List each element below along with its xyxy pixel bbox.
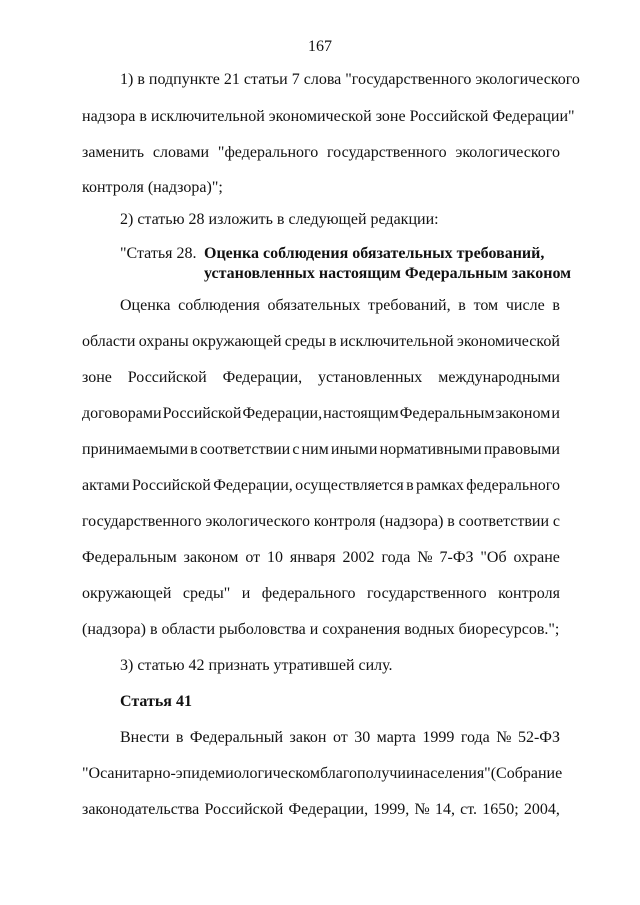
word: в (406, 477, 414, 494)
word: соответствии (458, 513, 549, 530)
word: Федеральным (82, 549, 177, 566)
word: 1999 (422, 729, 455, 746)
word: государственного (327, 144, 447, 161)
word: Российской (127, 369, 207, 386)
word: федерального (261, 585, 356, 602)
word: благополучии (320, 765, 415, 782)
word: Федерации, (288, 801, 369, 818)
word: от (332, 729, 348, 746)
paragraph-1-line-4: контроля (надзора)"; (82, 179, 223, 196)
paragraph-3-line-9 (82, 584, 560, 604)
word: 14, (434, 801, 455, 818)
paragraph-1-line-2: надзора в исключительной экономической зоне Российской Федерации" (82, 108, 575, 125)
word: обязательных (267, 297, 361, 314)
word: № (414, 801, 430, 818)
word: охране (513, 549, 560, 566)
word: соответствии (199, 441, 291, 458)
word: в (328, 333, 337, 350)
word: марта (376, 729, 416, 746)
word: 30 (354, 729, 371, 746)
word: закон (289, 729, 327, 746)
word: № (417, 549, 433, 566)
word: года (460, 729, 490, 746)
word: федерального (466, 477, 560, 494)
word: Российской (131, 477, 211, 494)
word: в (458, 297, 466, 314)
word: 2004, (523, 801, 560, 818)
paragraph-3-line-4 (82, 404, 560, 424)
word: контроля (313, 513, 376, 530)
word: словами (152, 144, 210, 161)
word: законом (495, 405, 551, 422)
word: года (381, 549, 411, 566)
word: среды" (182, 585, 231, 602)
paragraph-3-line-10: (надзора) в области рыболовства и сохранения водных биоресурсов."; (82, 621, 560, 638)
article-28-title-line-2: установленных настоящим Федеральным законом (204, 265, 572, 282)
paragraph-3-line-2 (82, 332, 560, 352)
word: Федерации, (242, 405, 323, 422)
word: исключительной (339, 333, 454, 350)
word: и (241, 585, 251, 602)
word: Федеральным (399, 405, 495, 422)
word: в (190, 441, 198, 458)
word: законодательства (82, 801, 200, 818)
paragraph-3-line-1 (120, 296, 560, 316)
paragraph-1-line-1: 1) в подпункте 21 статьи 7 слова "государственного экологического (120, 71, 580, 88)
word: договорами (82, 405, 162, 422)
paragraph-3-line-5 (82, 440, 560, 460)
word: том (473, 297, 499, 314)
word: числе (505, 297, 545, 314)
paragraph-3-line-8 (82, 548, 560, 568)
article-28-label: "Статья 28. (120, 245, 197, 262)
word: Российской (162, 405, 242, 422)
word: Федерации, (213, 477, 293, 494)
word: экологического (455, 144, 560, 161)
word: 7-ФЗ (439, 549, 474, 566)
word: области (82, 333, 136, 350)
word: Оценка (120, 297, 171, 314)
article-41-heading: Статья 41 (120, 693, 192, 710)
word: экономической (456, 333, 560, 350)
word: установленных (318, 369, 423, 386)
word: "федерального (217, 144, 319, 161)
word: охраны (138, 333, 189, 350)
word: нормативными (379, 441, 482, 458)
word: окружающей (192, 333, 282, 350)
word: принимаемыми (82, 441, 189, 458)
paragraph-5-line-2 (82, 764, 563, 784)
word: настоящим (323, 405, 399, 422)
word: Внести (120, 729, 170, 746)
paragraph-1-line-3 (82, 143, 560, 163)
word: санитарно-эпидемиологическом (100, 765, 321, 782)
word: 10 (267, 549, 283, 566)
word: контроля (498, 585, 560, 602)
paragraph-5-line-1 (120, 728, 560, 748)
word: с (292, 441, 300, 458)
word: в (175, 729, 184, 746)
word: с (552, 513, 560, 530)
word: 1999, (373, 801, 410, 818)
paragraph-2: 2) статью 28 изложить в следующей редакции: (120, 211, 439, 228)
word: окружающей (82, 585, 172, 602)
word: Федеральный (189, 729, 284, 746)
word: международными (438, 369, 560, 386)
word: в (552, 297, 560, 314)
paragraph-3-line-7 (82, 512, 560, 532)
word: января (289, 549, 336, 566)
word: государственного (82, 513, 202, 530)
word: зоне (82, 369, 112, 386)
word: ним (301, 441, 329, 458)
paragraph-5-line-3 (82, 800, 560, 820)
word: от (245, 549, 261, 566)
word: соблюдения (178, 297, 260, 314)
word: экологического (205, 513, 310, 530)
word: (надзора) (379, 513, 444, 530)
paragraph-3-line-3 (82, 368, 560, 388)
word: Российской (204, 801, 284, 818)
paragraph-3-line-6 (82, 476, 560, 496)
word: № (496, 729, 512, 746)
word: заменить (82, 144, 145, 161)
word: (Собрание (490, 765, 563, 782)
word: "О (82, 765, 101, 782)
word: в (447, 513, 455, 530)
word: законом (183, 549, 239, 566)
word: населения" (414, 765, 491, 782)
word: актами (82, 477, 130, 494)
word: 1650; (482, 801, 519, 818)
word: рамках (415, 477, 464, 494)
paragraph-4: 3) статью 42 признать утратившей силу. (120, 657, 393, 674)
page-number: 167 (308, 38, 332, 55)
word: среды (284, 333, 326, 350)
word: 52-ФЗ (517, 729, 560, 746)
word: 2002 (342, 549, 375, 566)
word: правовыми (483, 441, 560, 458)
word: государственного (367, 585, 487, 602)
word: требований, (368, 297, 451, 314)
word: и (551, 405, 560, 422)
word: Федерации, (222, 369, 303, 386)
article-28-title-line-1: Оценка соблюдения обязательных требований, (204, 245, 545, 262)
word: иными (330, 441, 378, 458)
word: "Об (480, 549, 507, 566)
word: ст. (460, 801, 478, 818)
word: осуществляется (295, 477, 404, 494)
